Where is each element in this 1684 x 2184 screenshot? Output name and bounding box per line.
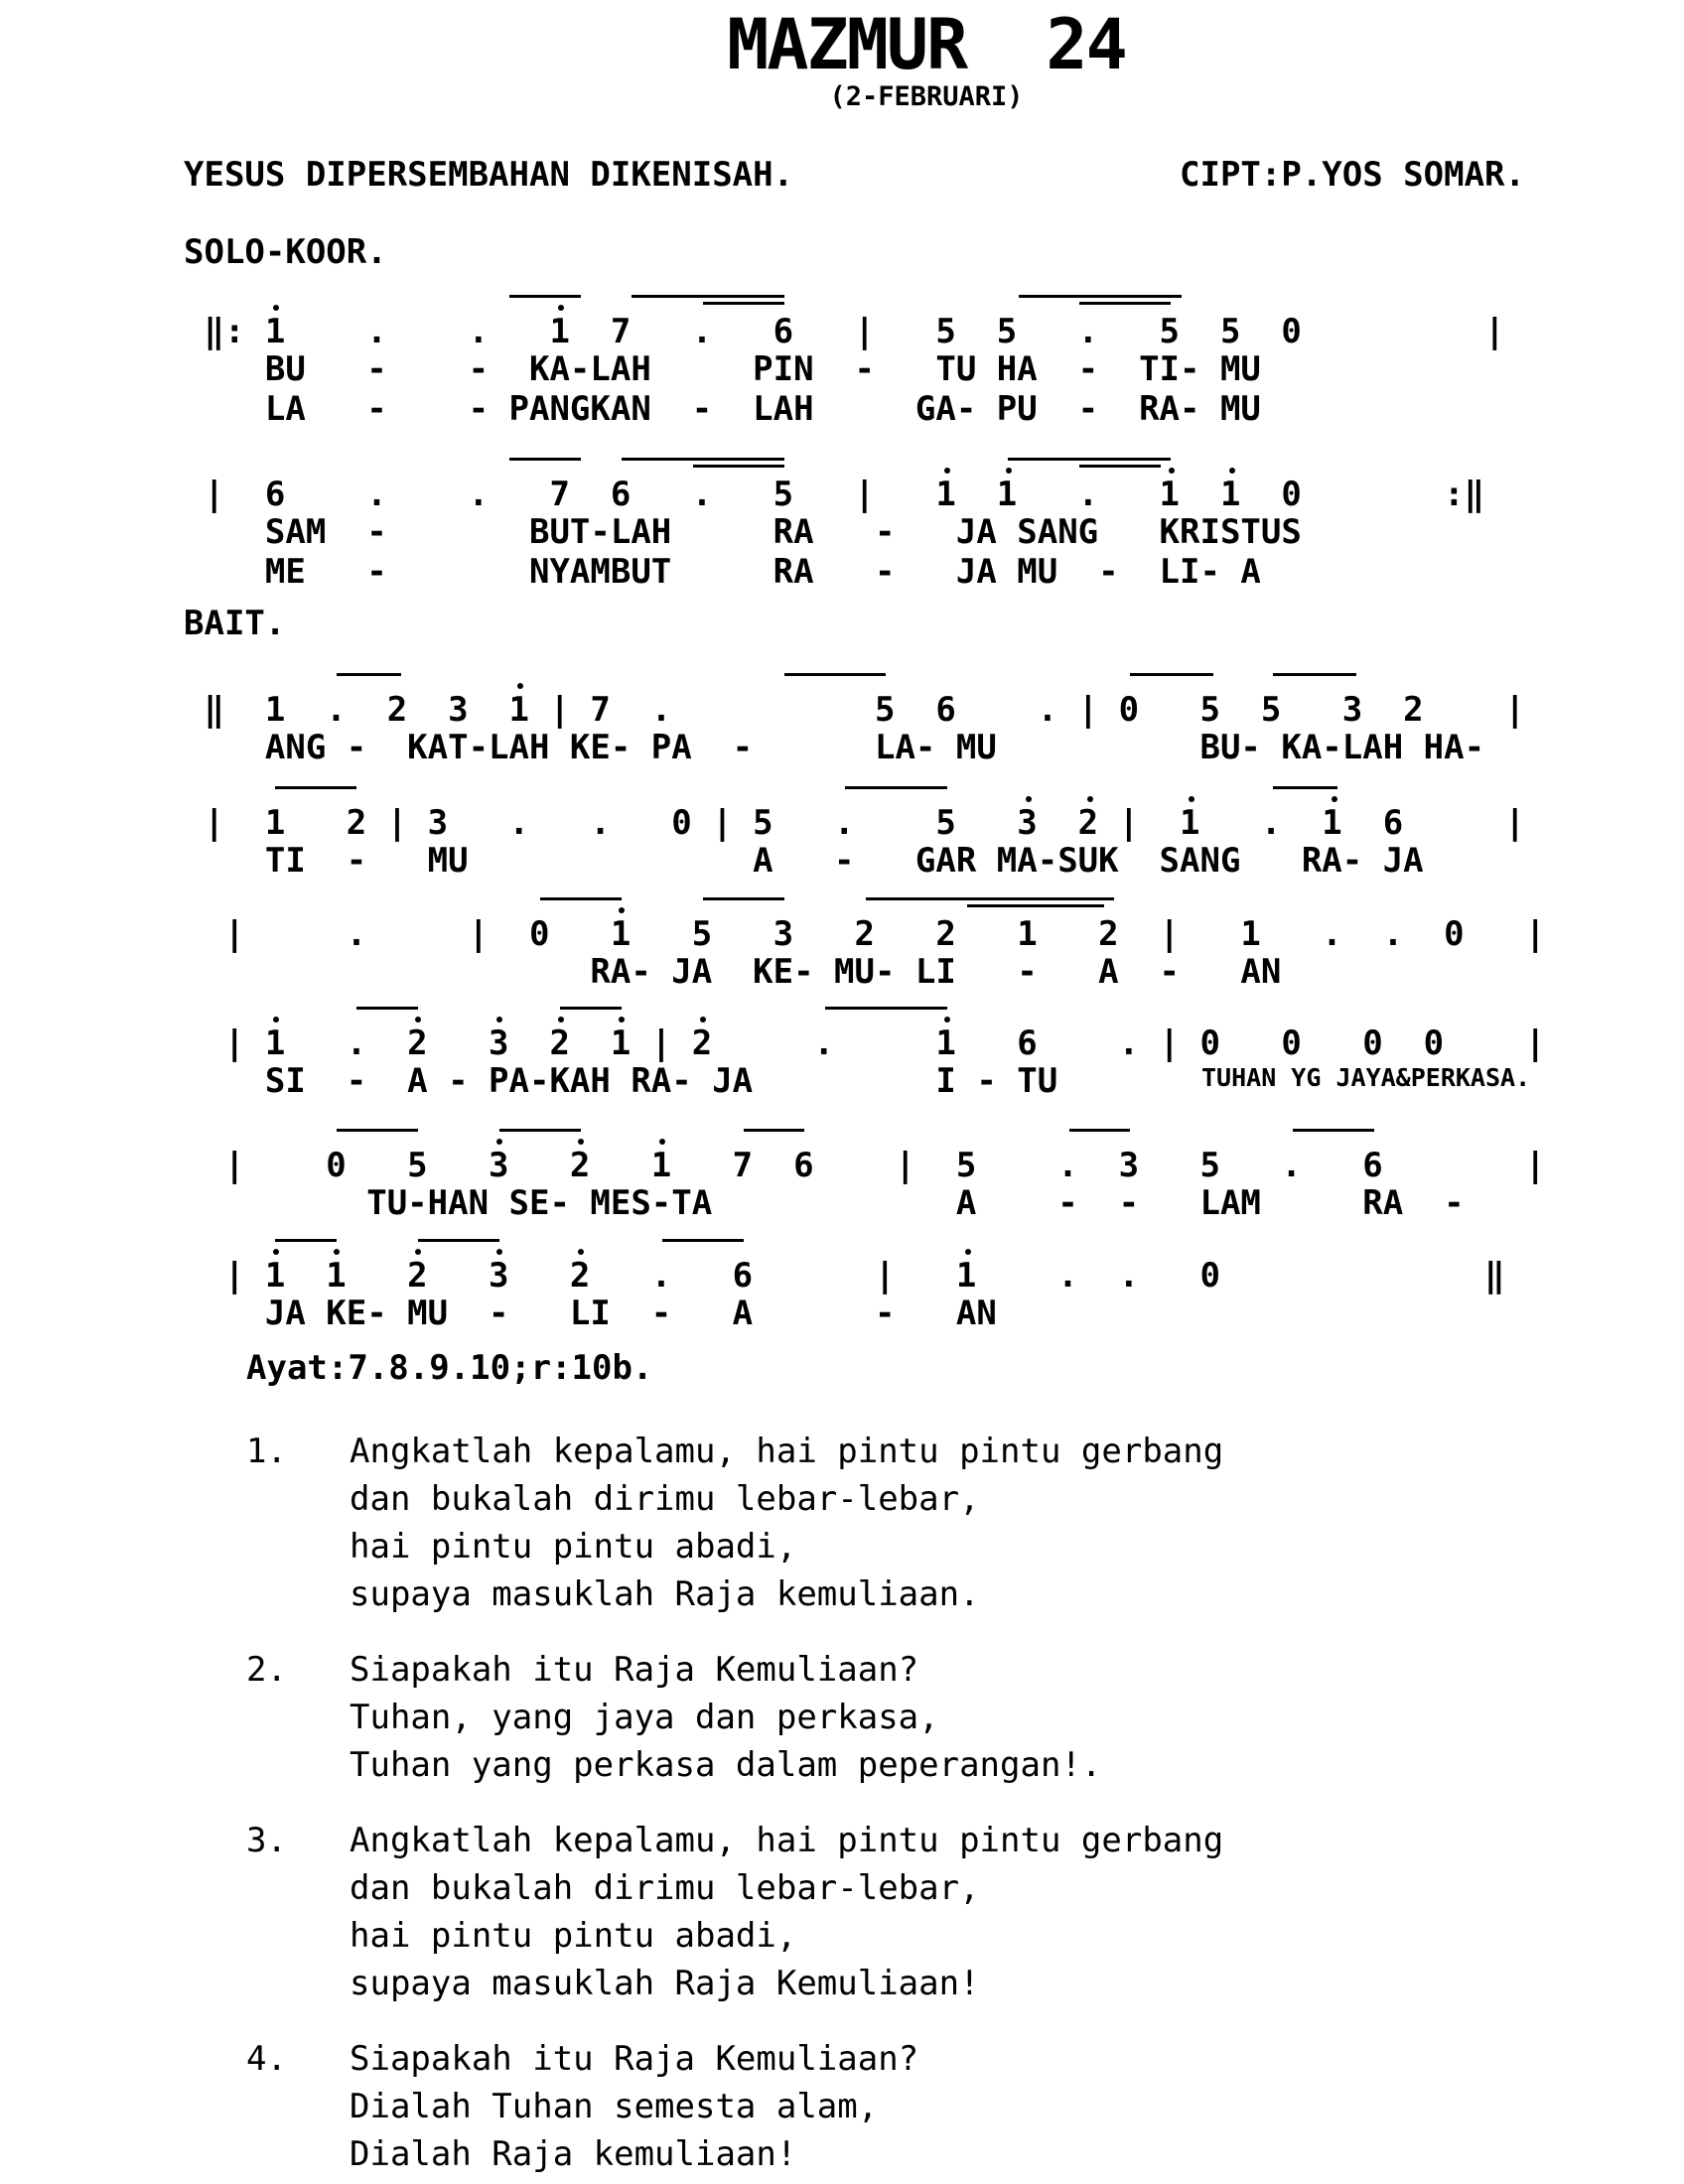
- beam-line: [703, 897, 784, 900]
- octave-dot: [273, 1249, 279, 1255]
- lyric-line: RA- JA KE- MU- LI - A - AN: [184, 952, 1282, 992]
- verse-line: dan bukalah dirimu lebar-lebar,: [350, 1868, 980, 1908]
- beam-line: [632, 295, 784, 298]
- beam-line: [845, 786, 947, 789]
- verse-line: Angkatlah kepalamu, hai pintu pintu gerbang: [350, 1821, 1224, 1860]
- octave-dot: [1087, 796, 1093, 802]
- notes-text: | . | 0 1 5 3 2 2 1 2 | 1 . . 0 |: [184, 914, 1546, 954]
- octave-dot: [1229, 468, 1235, 474]
- octave-dot: [578, 1249, 584, 1255]
- octave-dot: [496, 1139, 502, 1145]
- notation-system-2: [184, 452, 1684, 591]
- verse-number: 3.: [246, 1821, 287, 1860]
- section-label-bait: BAIT.: [184, 604, 286, 643]
- notes-line: [184, 891, 1684, 954]
- beam-line: [1008, 458, 1171, 461]
- verse-line: supaya masuklah Raja Kemuliaan!: [350, 1964, 980, 2003]
- verse-line: hai pintu pintu abadi,: [350, 1916, 797, 1956]
- lyric-line: ANG - KAT-LAH KE- PA - LA- MU BU- KA-LAH HA-: [184, 728, 1485, 767]
- beam-line: [337, 673, 402, 676]
- notation-system-7: [184, 1123, 1684, 1222]
- page-subtitle: (2-FEBRUARI): [829, 81, 1024, 112]
- verse-number: 2.: [246, 1650, 287, 1690]
- octave-dot: [415, 1017, 421, 1023]
- octave-dot: [273, 305, 279, 311]
- beam-line: [693, 465, 784, 468]
- notes-line: [184, 780, 1684, 843]
- notation-system-5: [184, 891, 1684, 991]
- verse-line: Tuhan, yang jaya dan perkasa,: [350, 1698, 939, 1737]
- verse-line: Tuhan yang perkasa dalam peperangan!.: [350, 1745, 1102, 1785]
- octave-dot: [334, 1249, 340, 1255]
- notes-line: [184, 1233, 1684, 1296]
- beam-line: [1293, 1129, 1374, 1132]
- section-label-solo-koor: SOLO-KOOR.: [184, 232, 387, 272]
- lyric-line: JA KE- MU - LI - A - AN: [184, 1294, 997, 1333]
- notation-system-6: [184, 1001, 1684, 1100]
- notes-text: | 1 2 | 3 . . 0 | 5 . 5 3 2 | 1 . 1 6 |: [184, 803, 1526, 843]
- beam-line: [337, 1129, 418, 1132]
- verse-3: [246, 1817, 1684, 2007]
- verse-lines: [350, 1817, 1223, 2007]
- beam-line: [1130, 673, 1213, 676]
- notes-text: | 1 1 2 3 2 . 6 | 1 . . 0 ‖: [184, 1256, 1505, 1296]
- octave-dot: [1169, 468, 1175, 474]
- beam-line: [622, 458, 784, 461]
- verse-4: [246, 2035, 1684, 2178]
- lyric-line: TI - MU A - GAR MA-SUK SANG RA- JA: [184, 841, 1424, 881]
- verses-area: [246, 1428, 1684, 2184]
- verse-line: dan bukalah dirimu lebar-lebar,: [350, 1479, 980, 1519]
- lyric-line: TU-HAN SE- MES-TA A - - LAM RA -: [184, 1183, 1465, 1223]
- notes-text: ‖: 1 . . 1 7 . 6 | 5 5 . 5 5 0 |: [184, 312, 1505, 351]
- beam-line: [1079, 465, 1161, 468]
- octave-dot: [1332, 796, 1337, 802]
- octave-dot: [558, 1017, 564, 1023]
- beam-line: [356, 1007, 418, 1010]
- verse-line: Dialah Raja kemuliaan!: [350, 2134, 797, 2174]
- beam-line: [560, 1007, 622, 1010]
- verse-line: hai pintu pintu abadi,: [350, 1527, 797, 1567]
- notes-line: [184, 667, 1684, 730]
- octave-dot: [700, 1017, 706, 1023]
- page-header: [0, 0, 1684, 112]
- verse-line: supaya masuklah Raja kemuliaan.: [350, 1574, 980, 1614]
- song-heading: YESUS DIPERSEMBAHAN DIKENISAH.: [184, 155, 794, 195]
- beam-line: [744, 1129, 805, 1132]
- beam-line: [275, 1239, 337, 1242]
- verse-line: Angkatlah kepalamu, hai pintu pintu gerbang: [350, 1432, 1224, 1471]
- octave-dot: [659, 1139, 665, 1145]
- octave-dot: [1189, 796, 1194, 802]
- verse-lines: [350, 1428, 1223, 1618]
- notes-text: | 6 . . 7 6 . 5 | 1 1 . 1 1 0 :‖: [184, 475, 1485, 514]
- notes-line: [184, 452, 1684, 514]
- notes-text: | 1 . 2 3 2 1 | 2 . 1 6 . | 0 0 0 0 |: [184, 1024, 1546, 1063]
- small-lyric-text: TUHAN YG JAYA&PERKASA.: [1201, 1063, 1531, 1092]
- octave-dot: [496, 1017, 502, 1023]
- octave-dot: [415, 1249, 421, 1255]
- beam-line: [509, 295, 581, 298]
- beam-line: [540, 897, 622, 900]
- notation-system-3: [184, 667, 1684, 766]
- verse-number: 4.: [246, 2039, 287, 2079]
- lyric-line: SI - A - PA-KAH RA- JA I - TU TUHAN YG JAYA&PERKASA.: [184, 1061, 1531, 1101]
- beam-line: [509, 458, 581, 461]
- beam-line: [499, 1129, 581, 1132]
- verse-line: Siapakah itu Raja Kemuliaan?: [350, 2039, 919, 2079]
- beam-line: [967, 904, 1103, 907]
- octave-dot: [619, 907, 625, 913]
- beam-line: [662, 1239, 744, 1242]
- octave-dot: [517, 683, 523, 689]
- octave-dot: [1026, 796, 1032, 802]
- verse-lines: [350, 2035, 918, 2178]
- beam-line: [703, 302, 784, 305]
- verse-2: [246, 1646, 1684, 1789]
- octave-dot: [944, 1017, 950, 1023]
- verse-lines: [350, 1646, 1101, 1789]
- notation-system-8: [184, 1233, 1684, 1332]
- octave-dot: [965, 1249, 971, 1255]
- octave-dot: [944, 468, 950, 474]
- beam-line: [418, 1239, 499, 1242]
- octave-dot: [558, 305, 564, 311]
- beam-line: [1273, 786, 1338, 789]
- lyric-line: SAM - BUT-LAH RA - JA SANG KRISTUS: [184, 512, 1302, 552]
- notes-line: [184, 289, 1684, 351]
- octave-dot: [273, 1017, 279, 1023]
- verse-1: [246, 1428, 1684, 1618]
- page-title: MAZMUR 24: [727, 4, 1126, 85]
- notes-text: ‖ 1 . 2 3 1 | 7 . 5 6 . | 0 5 5 3 2 |: [184, 690, 1526, 730]
- verse-line: Siapakah itu Raja Kemuliaan?: [350, 1650, 919, 1690]
- beam-line: [1273, 673, 1356, 676]
- beam-line: [784, 673, 887, 676]
- byline-row: [184, 155, 1525, 195]
- octave-dot: [496, 1249, 502, 1255]
- beam-line: [866, 897, 1114, 900]
- notes-text: | 0 5 3 2 1 7 6 | 5 . 3 5 . 6 |: [184, 1146, 1546, 1185]
- lyric-line: LA - - PANGKAN - LAH GA- PU - RA- MU: [184, 389, 1261, 429]
- notation-system-1: [184, 289, 1684, 428]
- beam-line: [1079, 302, 1171, 305]
- verse-line: Dialah Tuhan semesta alam,: [350, 2087, 879, 2126]
- lyric-line: BU - - KA-LAH PIN - TU HA - TI- MU: [184, 349, 1261, 389]
- composer-credit: CIPT:P.YOS SOMAR.: [1180, 155, 1525, 195]
- notes-line: [184, 1001, 1684, 1063]
- octave-dot: [578, 1139, 584, 1145]
- octave-dot: [619, 1017, 625, 1023]
- octave-dot: [1006, 468, 1012, 474]
- verse-number: 1.: [246, 1432, 287, 1471]
- section-label-ayat: Ayat:7.8.9.10;r:10b.: [246, 1348, 653, 1388]
- lyric-line: ME - NYAMBUT RA - JA MU - LI- A: [184, 552, 1261, 592]
- notation-system-4: [184, 780, 1684, 880]
- beam-line: [1069, 1129, 1131, 1132]
- notes-line: [184, 1123, 1684, 1185]
- beam-line: [825, 1007, 947, 1010]
- beam-line: [1019, 295, 1182, 298]
- beam-line: [275, 786, 356, 789]
